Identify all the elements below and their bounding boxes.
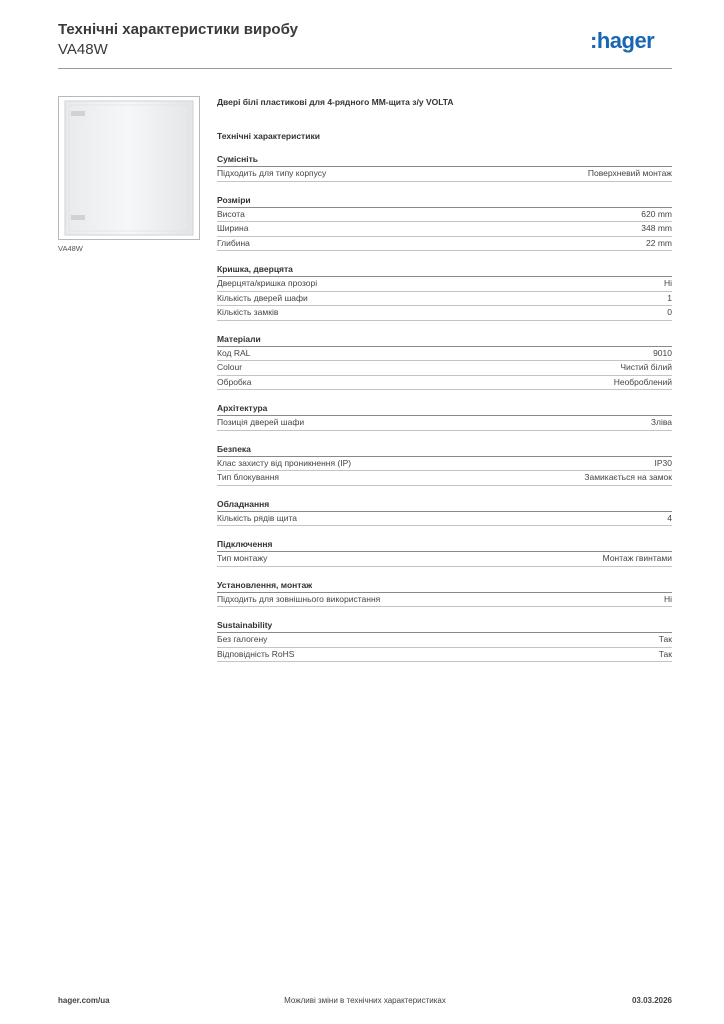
spec-group xyxy=(217,401,672,431)
spec-label: Тип блокування xyxy=(217,472,280,482)
spec-value: Зліва xyxy=(650,417,672,427)
spec-label: Клас захисту від проникнення (IP) xyxy=(217,457,352,468)
spec-label: Кількість дверей шафи xyxy=(217,292,308,303)
spec-label: Глибина xyxy=(217,237,250,248)
footer-date: 03.03.2026 xyxy=(631,996,672,1005)
spec-label: Кількість рядів щита xyxy=(217,512,297,523)
spec-label: Висота xyxy=(217,208,245,219)
spec-value: Чистий білий xyxy=(620,362,672,372)
hager-logo xyxy=(590,28,672,54)
spec-section-title: Технічні характеристики xyxy=(217,131,320,141)
spec-group-title: Обладнання xyxy=(217,497,672,512)
spec-value: Замикається на замок xyxy=(584,472,672,482)
spec-group-title: Sustainability xyxy=(217,618,672,633)
spec-row xyxy=(217,237,672,252)
spec-row xyxy=(217,277,672,292)
product-code: VA48W xyxy=(58,41,108,58)
spec-group-title: Розміри xyxy=(217,193,672,208)
spec-value: IP30 xyxy=(654,457,672,468)
spec-label: Дверцята/кришка прозорі xyxy=(217,278,318,288)
spec-label: Код RAL xyxy=(217,347,251,358)
spec-row xyxy=(217,593,672,608)
spec-row xyxy=(217,222,672,237)
spec-value: 22 mm xyxy=(646,237,672,248)
spec-group-title: Безпека xyxy=(217,442,672,457)
spec-label: Без галогену xyxy=(217,634,268,644)
product-image xyxy=(58,96,200,240)
spec-row xyxy=(217,376,672,391)
spec-value: 4 xyxy=(667,512,672,523)
spec-value: Монтаж гвинтами xyxy=(602,553,672,563)
spec-label: Підходить для зовнішнього використання xyxy=(217,593,381,604)
spec-row xyxy=(217,648,672,663)
spec-row xyxy=(217,361,672,376)
door-panel-illustration xyxy=(59,97,199,239)
spec-group xyxy=(217,262,672,321)
spec-group-title: Установлення, монтаж xyxy=(217,578,672,593)
spec-row xyxy=(217,416,672,431)
spec-row xyxy=(217,512,672,527)
spec-value: Ні xyxy=(663,278,672,288)
spec-row xyxy=(217,457,672,472)
spec-group xyxy=(217,152,672,182)
spec-content xyxy=(217,96,672,673)
page-footer xyxy=(58,996,672,1008)
spec-label: Colour xyxy=(217,362,243,372)
spec-row xyxy=(217,347,672,362)
footer-website: hager.com/ua xyxy=(58,996,110,1005)
product-image-caption: VA48W xyxy=(58,244,83,253)
spec-value: 1 xyxy=(667,292,672,303)
spec-groups xyxy=(217,152,672,662)
header-divider xyxy=(58,68,672,69)
spec-label: Відповідність RoHS xyxy=(217,648,295,659)
spec-value: Так xyxy=(658,648,672,659)
spec-value: Необроблений xyxy=(613,376,672,387)
spec-value: 620 mm xyxy=(641,208,672,219)
spec-label: Обробка xyxy=(217,376,252,387)
spec-value: Поверхневий монтаж xyxy=(587,168,672,178)
spec-value: 9010 xyxy=(653,347,672,358)
spec-row xyxy=(217,306,672,321)
spec-label: Кількість замків xyxy=(217,307,279,317)
spec-row xyxy=(217,633,672,648)
page-header xyxy=(58,20,672,59)
spec-label: Тип монтажу xyxy=(217,553,268,563)
spec-row xyxy=(217,208,672,223)
spec-group-title: Кришка, дверцята xyxy=(217,262,672,277)
spec-row xyxy=(217,552,672,567)
page-title: Технічні характеристики виробу xyxy=(58,21,298,38)
product-description: Двері білі пластикові для 4-рядного ММ-щита з/у VOLTA xyxy=(217,97,454,107)
spec-group-title: Сумісніть xyxy=(217,152,672,167)
spec-group xyxy=(217,193,672,252)
spec-value: 0 xyxy=(667,307,672,317)
spec-group xyxy=(217,332,672,391)
spec-group xyxy=(217,578,672,608)
spec-group xyxy=(217,497,672,527)
spec-label: Ширина xyxy=(217,223,249,233)
spec-label: Позиція дверей шафи xyxy=(217,417,305,427)
spec-group xyxy=(217,442,672,486)
spec-value: Ні xyxy=(663,593,672,604)
spec-value: Так xyxy=(658,634,672,644)
spec-group-title: Архітектура xyxy=(217,401,672,416)
spec-group xyxy=(217,537,672,567)
svg-text::hager: :hager xyxy=(590,28,655,53)
spec-group-title: Матеріали xyxy=(217,332,672,347)
spec-row xyxy=(217,167,672,182)
spec-group xyxy=(217,618,672,662)
spec-group-title: Підключення xyxy=(217,537,672,552)
spec-row xyxy=(217,471,672,486)
spec-label: Підходить для типу корпусу xyxy=(217,168,327,178)
footer-notice: Можливі зміни в технічних характеристиках xyxy=(284,996,446,1005)
spec-value: 348 mm xyxy=(641,223,672,233)
spec-row xyxy=(217,292,672,307)
